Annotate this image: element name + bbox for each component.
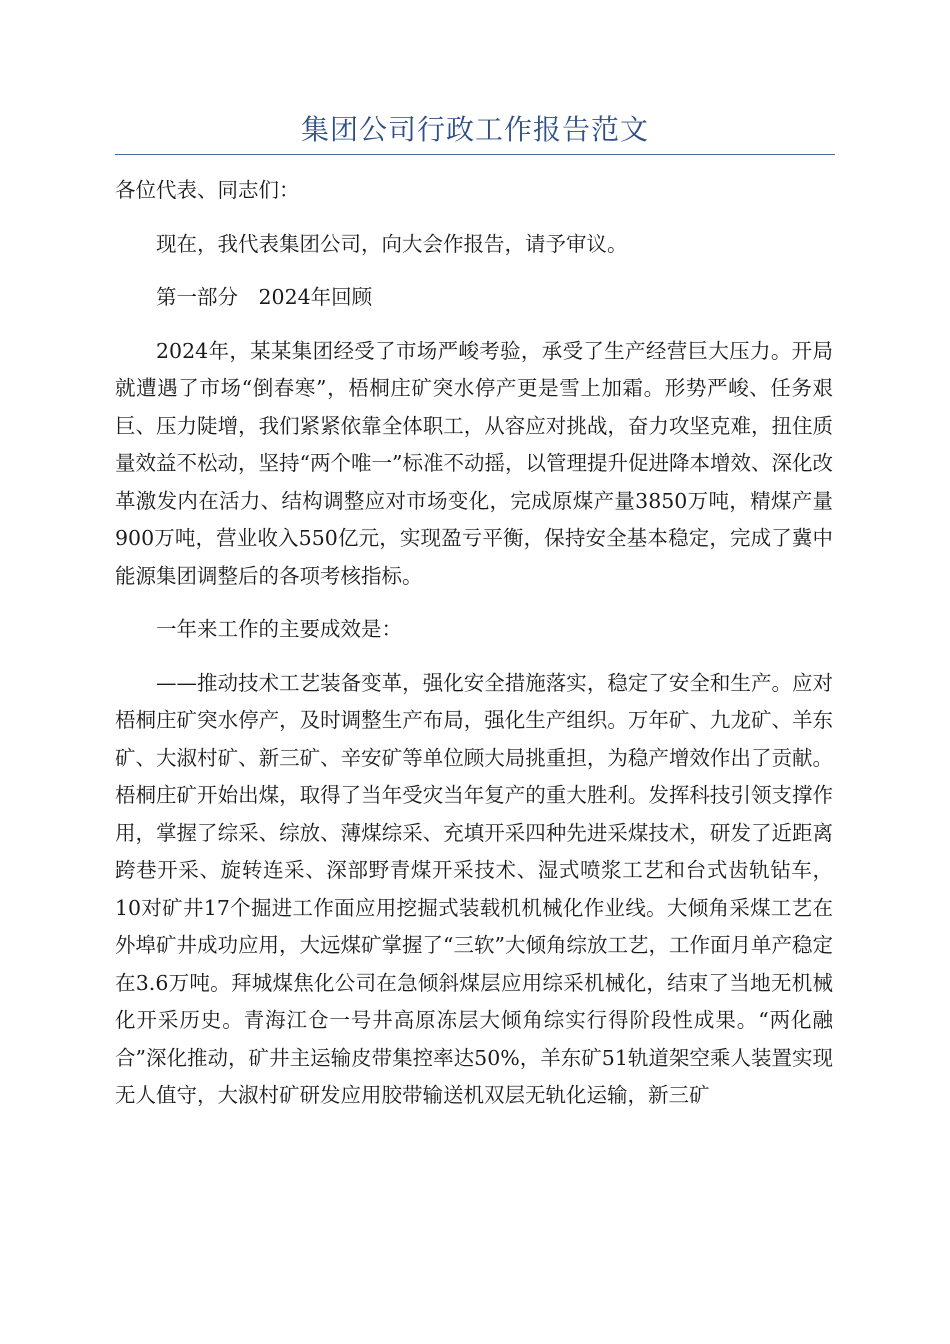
paragraph-achievements-lead: 一年来工作的主要成效是：: [156, 617, 402, 641]
paragraph-achievement-1: ——推动技术工艺装备变革，强化安全措施落实，稳定了安全和生产。应对梧桐庄矿突水停产，及时调整生产布局，强化生产组织。万年矿、九龙矿、羊东矿、大淑村矿、新三矿、辛安矿等单位顾大局挑重担，为稳产增效作出了贡献。梧桐庄矿开始出煤，取得了当年受灾当年复产的重大胜利。发挥科技引领支撑作用，掌握了综采、综放、薄煤综采、充填开采四种先进采煤技术，研发了近距离跨巷开采、旋转连采、深部野青煤开采技术、湿式喷浆工艺和台式齿轨钻车，10对矿井17个掘进工作面应用挖掘式装载机机械化作业线。大倾角采煤工艺在外埠矿井成功应用，大远煤矿掌握了“三软”大倾角综放工艺，工作面月单产稳定在3.6万吨。拜城煤焦化公司在急倾斜煤层应用综采机械化，结束了当地无机械化开采历史。青海江仓一号井高原冻层大倾角综实行得阶段性成果。“两化融合”深化推动，矿井主运输皮带集控率达50%，羊东矿51轨道架空乘人装置实现无人值守，大淑村矿研发应用胶带输送机双层无轨化运输，新三矿: [115, 670, 833, 1107]
salutation: 各位代表、同志们：: [115, 178, 300, 202]
title-underline: [115, 154, 835, 155]
paragraph-review: 2024年，某某集团经受了市场严峻考验，承受了生产经营巨大压力。开局就遭遇了市场“倒春寒”，梧桐庄矿突水停产更是雪上加霜。形势严峻、任务艰巨、压力陡增，我们紧紧依靠全体职工，从容应对挑战，奋力攻坚克难，扭住质量效益不松动，坚持“两个唯一”标准不动摇，以管理提升促进降本增效、深化改革激发内在活力、结构调整应对市场变化，完成原煤产量3850万吨，精煤产量900万吨，营业收入550亿元，实现盈亏平衡，保持安全基本稳定，完成了冀中能源集团调整后的各项考核指标。: [115, 338, 833, 588]
section-heading: 第一部分 2024年回顾: [156, 285, 373, 309]
document-title: 集团公司行政工作报告范文: [300, 113, 649, 146]
paragraph-intro: 现在，我代表集团公司，向大会作报告，请予审议。: [156, 231, 628, 256]
document-body: [115, 172, 833, 1115]
